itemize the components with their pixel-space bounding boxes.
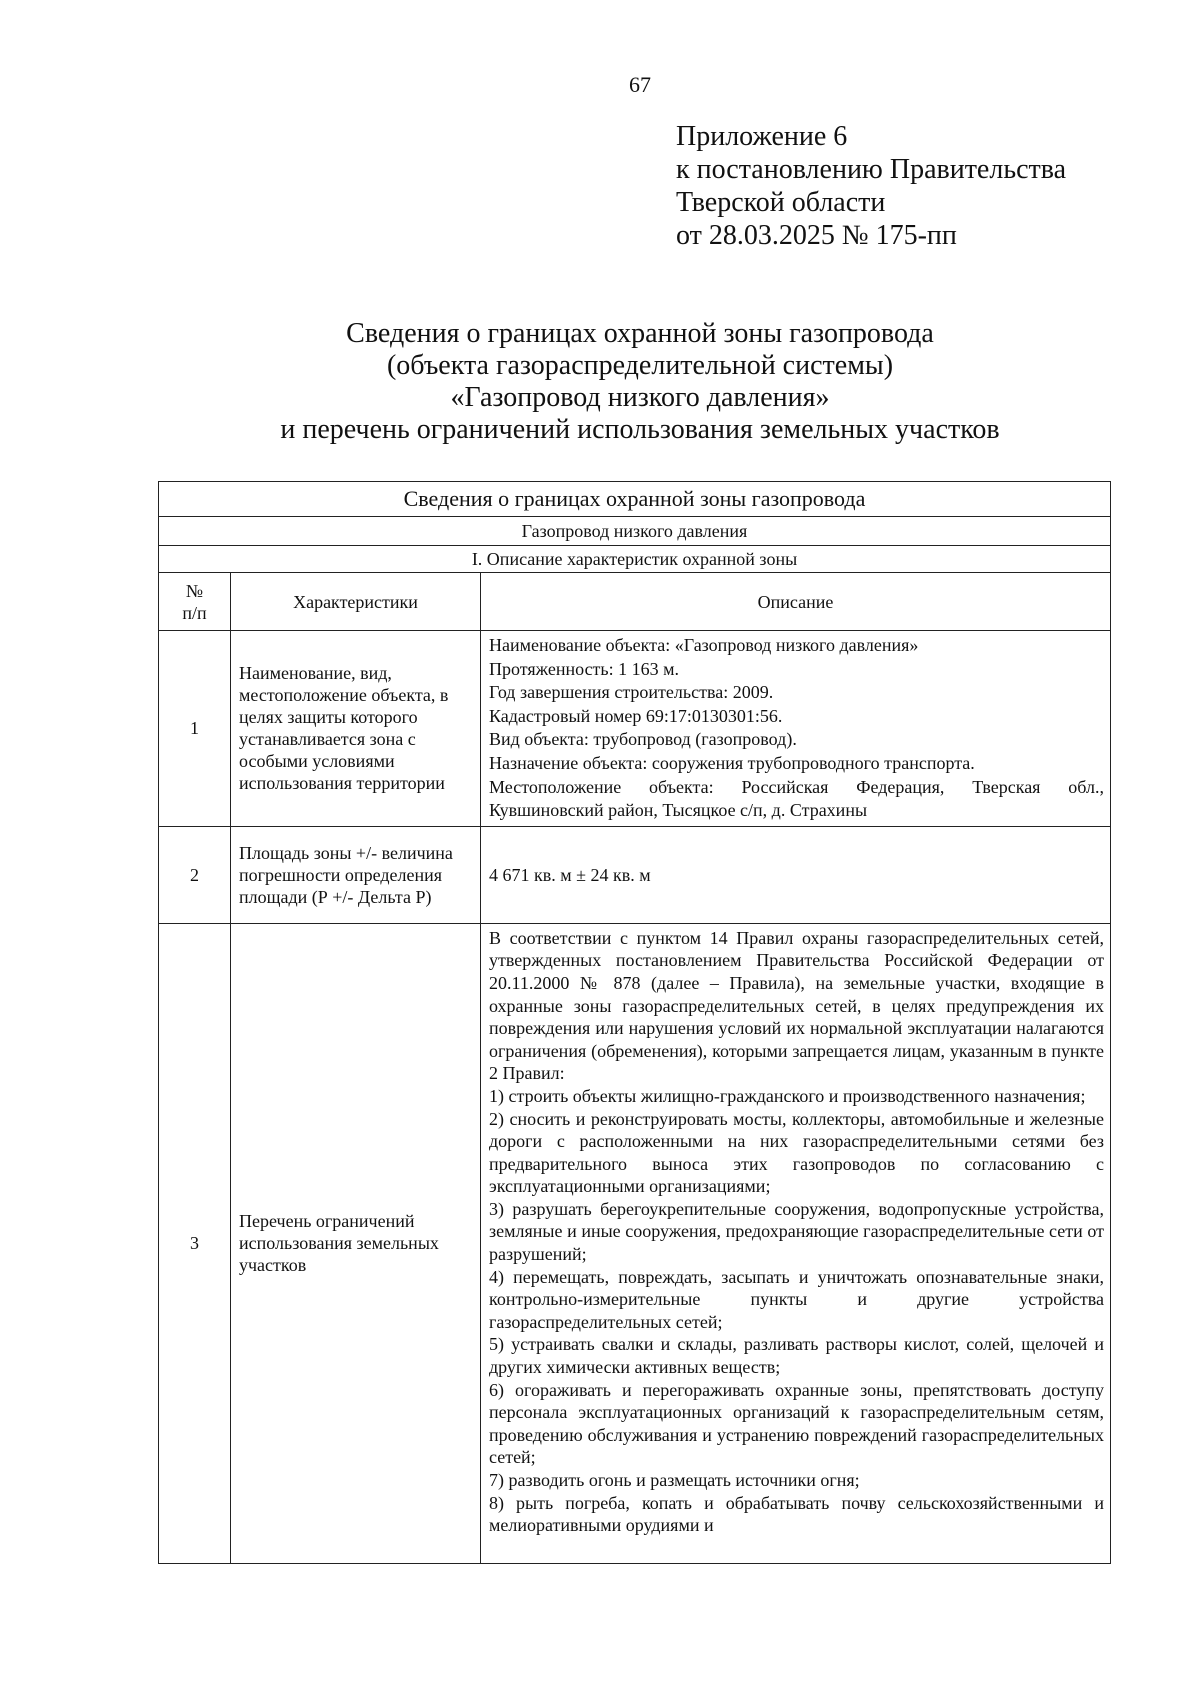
table-banner-row [159,482,1111,517]
row-characteristic: Наименование, вид, местоположение объекта, в целях защиты которого устанавливается зона с особыми условиями использования территории [231,631,481,827]
header-num-line2: п/п [182,602,207,623]
table-banner-title: Сведения о границах охранной зоны газопровода [159,482,1111,517]
title-line-4: и перечень ограничений использования земельных участков [280,414,1000,445]
desc-paragraph: 4) перемещать, повреждать, засыпать и уничтожать опознавательные знаки, контрольно-измерительные пункты и другие устройства газораспределительных сетей; [489,1266,1104,1332]
appendix-line-4: от 28.03.2025 № 175-пп [676,220,957,251]
row-number: 3 [159,923,231,1563]
appendix-line-3: Тверской области [676,187,886,218]
title-line-3: «Газопровод низкого давления» [450,382,830,413]
appendix-line-2: к постановлению Правительства [676,154,1067,185]
table-subbanner: Газопровод низкого давления [159,517,1111,546]
row-number: 2 [159,826,231,923]
desc-paragraph: В соответствии с пунктом 14 Правил охраны газораспределительных сетей, утвержденных постановлением Правительства Российской Федерации от 20.11.2000 № 878 (далее – Правила), на земельные участки, входящие в охранные зоны газораспределительных сетей, в целях предупреждения их повреждения или нарушения условий их нормальной эксплуатации налагаются ограничения (обременения), которыми запрещается лицам, указанным в пункте 2 Правил: [489,927,1104,1084]
row-number: 1 [159,631,231,827]
desc-line: Местоположение объекта: Российская Федерация, Тверская обл., Кувшиновский район, Тысяцкое с/п, д. Страхины [489,776,1104,821]
row-description: 4 671 кв. м ± 24 кв. м [481,826,1111,923]
header-description: Описание [481,573,1111,631]
title-line-1: Сведения о границах охранной зоны газопровода [346,318,934,349]
desc-paragraph: 5) устраивать свалки и склады, разливать растворы кислот, солей, щелочей и других химически активных веществ; [489,1334,1104,1378]
desc-line: Наименование объекта: «Газопровод низкого давления» [489,635,919,655]
header-num [159,573,231,631]
header-num-line1: № [185,580,204,601]
table-header-row [159,573,1111,631]
title-line-2: (объекта газораспределительной системы) [386,350,894,381]
desc-line: Кадастровый номер 69:17:0130301:56. [489,705,783,726]
row-characteristic: Перечень ограничений использования земельных участков [231,923,481,1563]
header-characteristics: Характеристики [231,573,481,631]
document-title [0,318,1200,446]
desc-line: Год завершения строительства: 2009. [489,682,774,703]
table-section-title: I. Описание характеристик охранной зоны [159,546,1111,573]
desc-line: Протяженность: 1 163 м. [489,658,680,679]
desc-paragraph: 3) разрушать берегоукрепительные сооружения, водопропускные устройства, земляные и иные сооружения, предохраняющие газораспределительные сети от разрушений; [489,1198,1104,1265]
desc-line: Назначение объекта: сооружения трубопроводного транспорта. [489,752,975,773]
row-characteristic: Площадь зоны +/- величина погрешности определения площади (Р +/- Дельта Р) [231,826,481,923]
table-row [159,826,1111,923]
row-description [481,923,1111,1563]
row-description [481,631,1111,827]
desc-paragraph: 2) сносить и реконструировать мосты, коллекторы, автомобильные и железные дороги с расположенными на них газораспределительными сетями без предварительного выноса этих газопроводов по согласованию с эксплуатационными организациями; [489,1108,1104,1197]
table-subbanner-row [159,517,1111,546]
desc-paragraph: 7) разводить огонь и размещать источники огня; [489,1470,860,1490]
table-section-row [159,546,1111,573]
desc-paragraph: 6) огораживать и перегораживать охранные зоны, препятствовать доступу персонала эксплуатационных организаций к газораспределительным сетям, проведению обслуживания и устранению повреждений газораспределительных сетей; [489,1379,1104,1468]
zone-info-table [158,481,1111,1564]
appendix-block [676,120,1066,252]
page-number: 67 [629,72,651,97]
table-row [159,923,1111,1563]
desc-paragraph: 1) строить объекты жилищно-гражданского и производственного назначения; [489,1085,1086,1106]
appendix-line-1: Приложение 6 [676,121,848,152]
table-row [159,631,1111,827]
desc-line: Вид объекта: трубопровод (газопровод). [489,729,797,750]
desc-paragraph: 8) рыть погреба, копать и обрабатывать почву сельскохозяйственными и мелиоративными орудиями и [489,1492,1104,1536]
